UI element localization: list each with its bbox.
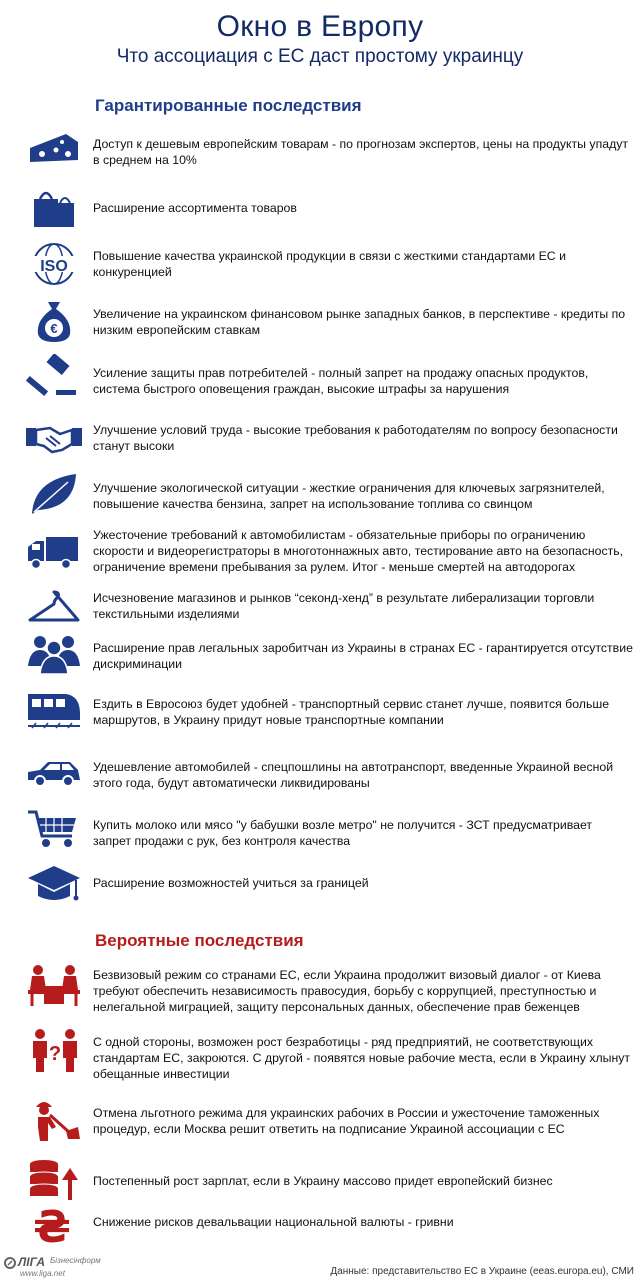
item-text: Купить молоко или мясо "у бабушки возле метро" не получится - ЗСТ предусматривает запрет продажи с рук, без контроля качества: [93, 818, 593, 848]
page-title: Окно в Европу: [216, 10, 424, 43]
item-text: Усиление защиты прав потребителей - полный запрет на продажу опасных продуктов, система быстрого оповещения граждан, высокие штрафы за нарушения: [93, 366, 589, 396]
coins-up-icon: [26, 1156, 82, 1202]
item-text: Удешевление автомобилей - спецпошлины на автотранспорт, введенные Украиной весной этого года, будут автоматически ликвидированы: [93, 760, 614, 790]
section-heading-guaranteed: Гарантированные последствия: [95, 96, 362, 115]
item-text: Снижение рисков девальвации национальной валюты - гривни: [93, 1215, 454, 1229]
item-text: Повышение качества украинской продукции в связи с жесткими стандартами ЕС и конкуренцией: [93, 249, 566, 279]
item-text: Безвизовый режим со странами ЕС, если Украина продолжит визовый диалог - от Киева требуют обеспечить независимость правосудия, борьбу с коррупцией, преступностью и нелегальной миграцией, защиту персональных данных, обеспечение прав беженцев: [93, 968, 601, 1014]
question-people-icon: [26, 1028, 82, 1074]
section-heading-probable: Вероятные последствия: [95, 931, 304, 950]
item-text: Отмена льготного режима для украинских рабочих в России и ужесточение таможенных процедур, если Москва решит ответить на подписание Украиной ассоциации с ЕС: [93, 1106, 600, 1136]
item-text: Исчезновение магазинов и рынков “секонд-хенд” в результате либерализации торговли текстильными изделиями: [93, 591, 595, 621]
item-text: Доступ к дешевым европейским товарам - по прогнозам экспертов, цены на продукты упадут в среднем на 10%: [93, 137, 629, 167]
train-icon: [26, 686, 82, 732]
item-text: Ездить в Евросоюз будет удобней - транспортный сервис станет лучше, появится больше маршрутов, в Украину придут новые транспортные компании: [93, 697, 610, 727]
item-text: Расширение прав легальных заробитчан из Украины в странах ЕС - гарантируется отсутствие дискриминации: [93, 641, 633, 671]
worker-shovel-icon: [26, 1097, 82, 1143]
gavel-icon: [26, 354, 82, 400]
liga-logo-mark-icon: [4, 1256, 16, 1274]
page-subtitle: Что ассоциация с ЕС даст простому украинцу: [116, 46, 524, 67]
graduation-cap-icon: [26, 862, 82, 908]
cheese-icon: [26, 124, 82, 170]
shopping-bags-icon: [26, 185, 82, 231]
source-note: Данные: представительство ЕС в Украине (eeas.europa.eu), СМИ: [330, 1266, 634, 1277]
item-text: Расширение ассортимента товаров: [93, 201, 297, 215]
shopping-cart-icon: [26, 806, 82, 852]
svg-text:€: €: [50, 321, 58, 336]
logo-url: www.liga.net: [20, 1269, 65, 1278]
truck-icon: [26, 527, 82, 573]
handshake-icon: [26, 416, 82, 462]
item-text: Улучшение экологической ситуации - жесткие ограничения для ключевых загрязнителей, повышение качества бензина, запрет на использование топлива со свинцом: [93, 481, 605, 511]
liga-logo: [4, 1255, 124, 1281]
people-group-icon: [26, 630, 82, 676]
item-text: С одной стороны, возможен рост безработицы - ряд предприятий, не соответствующих стандартам ЕС, закроются. С другой - появятся новые рабочие места, если в Украину хлынут обещанные инвестиции: [93, 1035, 631, 1081]
leaf-icon: [26, 470, 82, 516]
euro-money-bag-icon: [26, 298, 82, 344]
car-icon: [26, 748, 82, 794]
item-text: Улучшение условий труда - высокие требования к работодателям по вопросу безопасности станут высоки: [93, 423, 618, 453]
svg-text:?: ?: [48, 1043, 62, 1065]
item-text: Расширение возможностей учиться за границей: [93, 876, 369, 890]
logo-subtitle: Бізнесінформ: [50, 1256, 101, 1265]
item-text: Ужесточение требований к автомобилистам - обязательные приборы по ограничению скорости и видеорегистраторы в многотоннажных авто, тестирование авто на безопасность, ограничение времени пребывания за рулем. Итог - меньше смертей на автодорогах: [93, 528, 624, 574]
iso-icon: [26, 241, 82, 287]
courtroom-icon: [26, 962, 82, 1008]
svg-text:ISO: ISO: [40, 258, 68, 275]
item-text: Увеличение на украинском финансовом рынке западных банков, в перспективе - кредиты по низким европейским ставкам: [93, 307, 626, 337]
item-text: Постепенный рост зарплат, если в Украину массово придет европейский бизнес: [93, 1174, 553, 1188]
logo-name: ЛІГА: [18, 1255, 45, 1269]
hryvnia-icon: [26, 1200, 82, 1246]
hanger-icon: [26, 584, 82, 630]
svg-text:₴: ₴: [33, 1202, 71, 1246]
